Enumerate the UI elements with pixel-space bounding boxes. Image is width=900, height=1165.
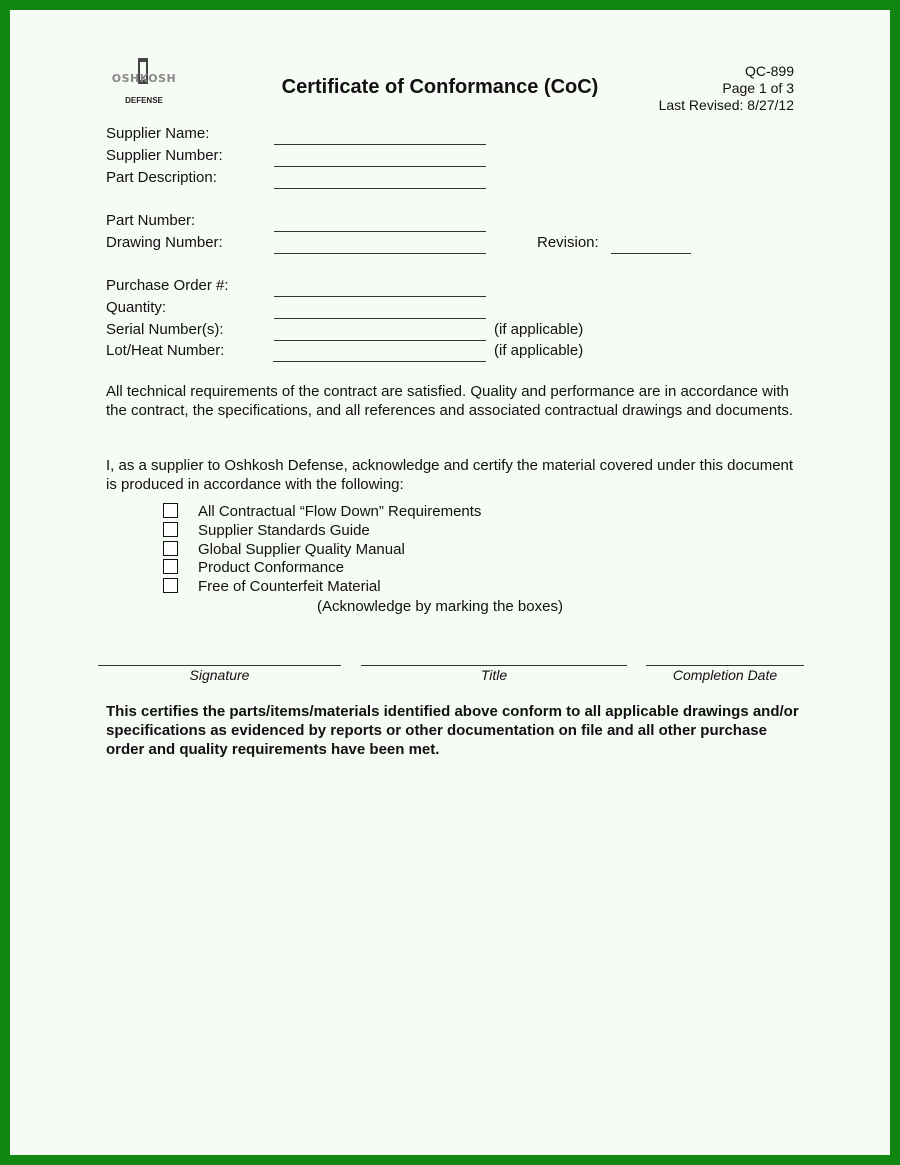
logo-sub-text: DEFENSE (125, 96, 163, 105)
part-description-label: Part Description: (106, 169, 217, 186)
document-page (10, 10, 890, 1155)
acknowledgement-paragraph: I, as a supplier to Oshkosh Defense, acknowledge and certify the material covered under this document is produced in accordance with the following: (106, 457, 794, 493)
checklist-item[interactable] (163, 503, 481, 521)
checklist-item-label: Free of Counterfeit Material (198, 578, 381, 595)
supplier-number-field[interactable] (274, 166, 486, 167)
lot-heat-number-note: (if applicable) (494, 342, 584, 359)
lot-heat-number-field[interactable] (273, 361, 486, 362)
checklist-item[interactable] (163, 541, 405, 559)
requirements-paragraph: All technical requirements of the contract are satisfied. Quality and performance are in accordance with the contract, the specifications, and all references and associated contractual drawings and documents. (106, 383, 794, 419)
checklist-item[interactable] (163, 522, 370, 540)
checkbox[interactable] (163, 522, 178, 537)
document-meta (659, 63, 794, 114)
logo-brand-text: OSHKOSH (111, 72, 177, 85)
serial-number-label: Serial Number(s): (106, 321, 224, 338)
checklist-item-label: Global Supplier Quality Manual (198, 541, 405, 558)
purchase-order-label: Purchase Order #: (106, 277, 229, 294)
lot-heat-number-label: Lot/Heat Number: (106, 342, 225, 359)
checkbox[interactable] (163, 541, 178, 556)
supplier-number-label: Supplier Number: (106, 147, 223, 164)
checkbox[interactable] (163, 503, 178, 518)
certification-statement: This certifies the parts/items/materials identified above conform to all applicable drawings and/or specifications as evidenced by reports or other documentation on file and all other purchase order and quality requirements have been met. (106, 703, 799, 758)
part-number-field[interactable] (274, 231, 486, 232)
quantity-label: Quantity: (106, 299, 167, 316)
document-title: Certificate of Conformance (CoC) (281, 76, 599, 98)
checklist-item-label: All Contractual “Flow Down” Requirements (198, 503, 482, 520)
checkbox[interactable] (163, 578, 178, 593)
revision-label: Revision: (537, 234, 599, 251)
page-info: Page 1 of 3 (722, 80, 794, 96)
checklist-item[interactable] (163, 578, 381, 596)
serial-number-field[interactable] (274, 340, 486, 341)
supplier-name-field[interactable] (274, 144, 486, 145)
checklist-note: (Acknowledge by marking the boxes) (317, 598, 563, 615)
drawing-number-label: Drawing Number: (106, 234, 223, 251)
purchase-order-field[interactable] (274, 296, 486, 297)
part-description-field[interactable] (274, 188, 486, 189)
checklist-item-label: Supplier Standards Guide (198, 522, 370, 539)
completion-date-label: Completion Date (672, 667, 778, 683)
serial-number-note: (if applicable) (494, 321, 584, 338)
checkbox[interactable] (163, 559, 178, 574)
title-label: Title (480, 667, 508, 683)
title-field[interactable] (361, 665, 627, 666)
supplier-name-label: Supplier Name: (106, 125, 210, 142)
signature-label: Signature (189, 667, 250, 683)
part-number-label: Part Number: (106, 212, 196, 229)
checklist-item[interactable] (163, 559, 344, 577)
signature-field[interactable] (98, 665, 341, 666)
revision-field[interactable] (611, 253, 691, 254)
checklist-item-label: Product Conformance (198, 559, 344, 576)
completion-date-field[interactable] (646, 665, 804, 666)
last-revised: Last Revised: 8/27/12 (658, 97, 794, 113)
doc-number: QC-899 (744, 63, 794, 79)
quantity-field[interactable] (274, 318, 486, 319)
drawing-number-field[interactable] (274, 253, 486, 254)
